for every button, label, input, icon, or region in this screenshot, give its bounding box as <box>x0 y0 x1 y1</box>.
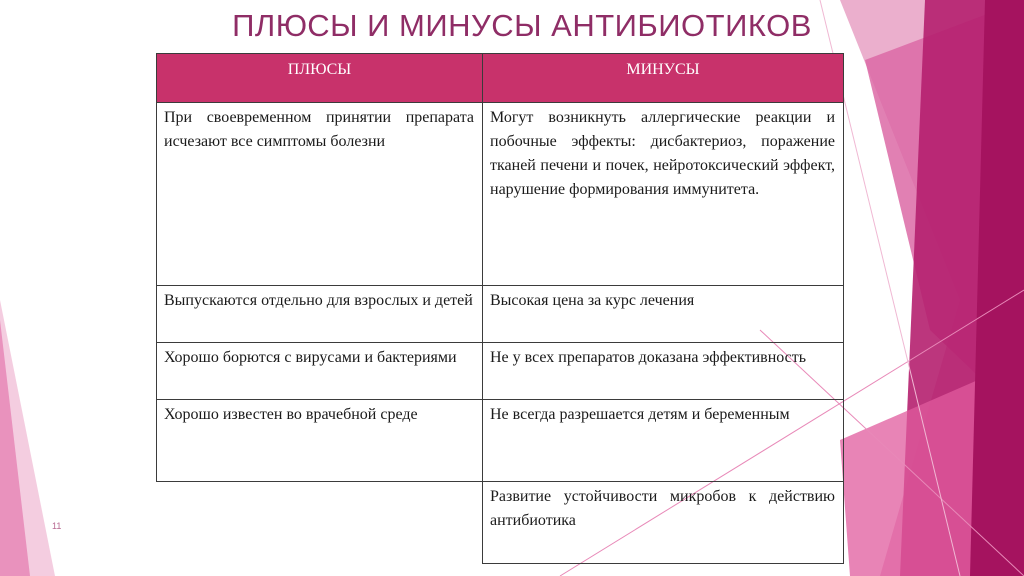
pros-header: ПЛЮСЫ <box>157 54 483 103</box>
cons-header: МИНУСЫ <box>483 54 844 103</box>
con-cell: Не всегда разрешается детям и беременным <box>483 400 844 482</box>
con-cell: Могут возникнуть аллергические реакции и побочные эффекты: дисбактериоз, поражение тканей печени и почек, нейротоксический эффект, нарушение формирования иммунитета. <box>483 103 844 286</box>
table-row <box>157 103 844 286</box>
pro-cell: При своевременном принятии препарата исчезают все симптомы болезни <box>157 103 483 286</box>
table-row <box>157 400 844 482</box>
pro-cell: Выпускаются отдельно для взрослых и детей <box>157 286 483 343</box>
table-row <box>157 343 844 400</box>
pro-cell: Хорошо известен во врачебной среде <box>157 400 483 482</box>
con-cell: Развитие устойчивости микробов к действию антибиотика <box>483 482 844 564</box>
pro-cell: Хорошо борются с вирусами и бактериями <box>157 343 483 400</box>
deco-left-light-triangle <box>0 300 55 576</box>
con-cell: Высокая цена за курс лечения <box>483 286 844 343</box>
table-header-row <box>157 54 844 103</box>
pro-cell-empty <box>157 482 483 564</box>
table-row <box>157 286 844 343</box>
page-number: 11 <box>52 521 62 531</box>
pros-cons-table <box>156 53 844 564</box>
con-cell: Не у всех препаратов доказана эффективность <box>483 343 844 400</box>
table-row <box>157 482 844 564</box>
slide-title: ПЛЮСЫ И МИНУСЫ АНТИБИОТИКОВ <box>232 8 812 43</box>
